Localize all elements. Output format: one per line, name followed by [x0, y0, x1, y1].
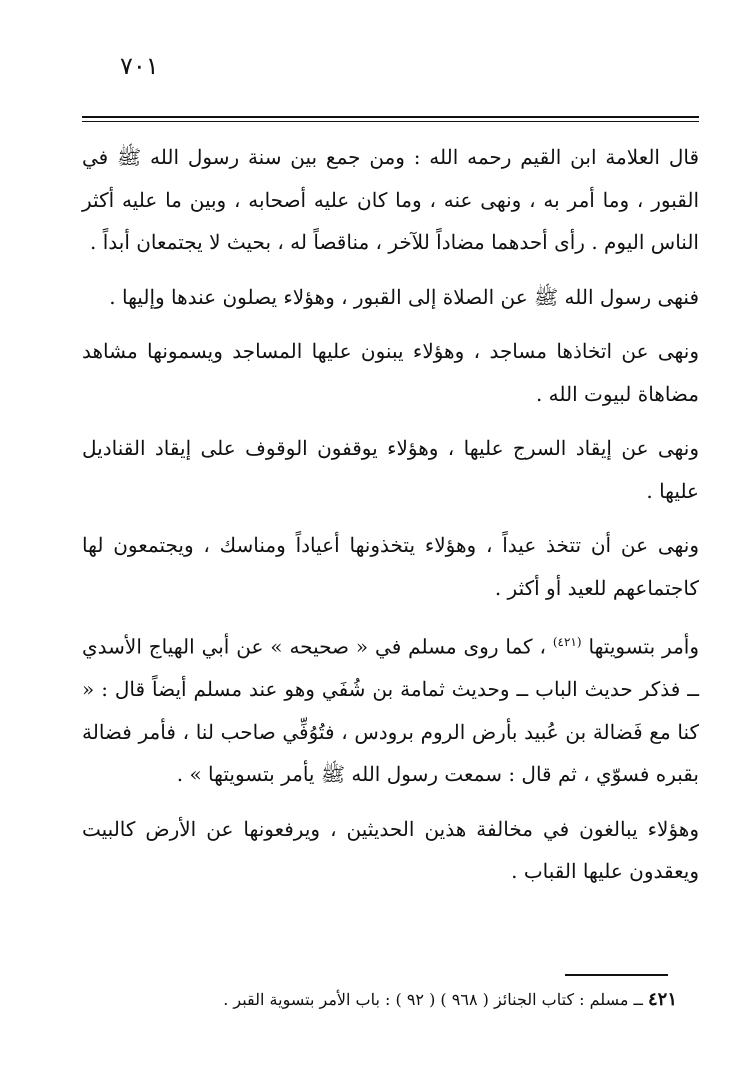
page-number: ٧٠١ — [120, 52, 159, 80]
footnote-dash: ــ — [633, 990, 643, 1009]
header-rule-thin — [82, 121, 699, 122]
paragraph-2: فنهى رسول الله ﷺ عن الصلاة إلى القبور ، وهؤلاء يصلون عندها وإليها . — [109, 284, 699, 309]
paragraph-5: ونهى عن أن تتخذ عيداً ، وهؤلاء يتخذونها أعياداً ومناسك ، ويجتمعون لها كاجتماعهم للعيد أو أكثر . — [82, 533, 699, 600]
header-rule-thick — [82, 116, 699, 118]
paragraph-3: ونهى عن اتخاذها مساجد ، وهؤلاء يبنون عليها المساجد ويسمونها مشاهد مضاهاة لبيوت الله . — [82, 339, 699, 406]
footnote-rule — [565, 974, 668, 976]
paragraph-6-rest: ، كما روى مسلم في « صحيحه » عن أبي الهياج الأسدي ــ فذكر حديث الباب ــ وحديث ثمامة بن شُفَي وهو عند مسلم أيضاً قال : « كنا مع فَضالة بن عُبيد بأرض الروم برودس ، فتُوُفِّي صاحب لنا ، فأمر فضالة بقبره فسوّي ، ثم قال : سمعت رسول الله ﷺ يأمر بتسويتها » . — [82, 634, 699, 787]
paragraph-4: ونهى عن إيقاد السرج عليها ، وهؤلاء يوقفون الوقوف على إيقاد القناديل عليها . — [82, 436, 699, 503]
paragraph-6-start: وأمر بتسويتها — [588, 634, 700, 659]
paragraph-6 — [82, 621, 699, 796]
paragraph-7: وهؤلاء يبالغون في مخالفة هذين الحديثين ، ويرفعونها عن الأرض كالبيت ويعقدون عليها القباب . — [82, 816, 699, 884]
paragraph-1: قال العلامة ابن القيم رحمه الله : ومن جمع بين سنة رسول الله ﷺ في القبور ، وما أمر به ، ونهى عنه ، وما كان عليه أصحابه ، وبين ما عليه أكثر الناس اليوم . رأى أحدهما مضاداً للآخر ، مناقصاً له ، بحيث لا يجتمعان أبداً . — [82, 145, 699, 254]
main-text — [82, 136, 699, 905]
footnote-text: مسلم : كتاب الجنائز ( ٩٦٨ ) ( ٩٢ ) : باب الأمر بتسوية القبر . — [223, 990, 629, 1009]
footnote-reference[interactable]: (٤٢١) — [552, 635, 582, 649]
footnote-number: ٤٢١ — [647, 989, 677, 1010]
footnote — [82, 986, 677, 1014]
